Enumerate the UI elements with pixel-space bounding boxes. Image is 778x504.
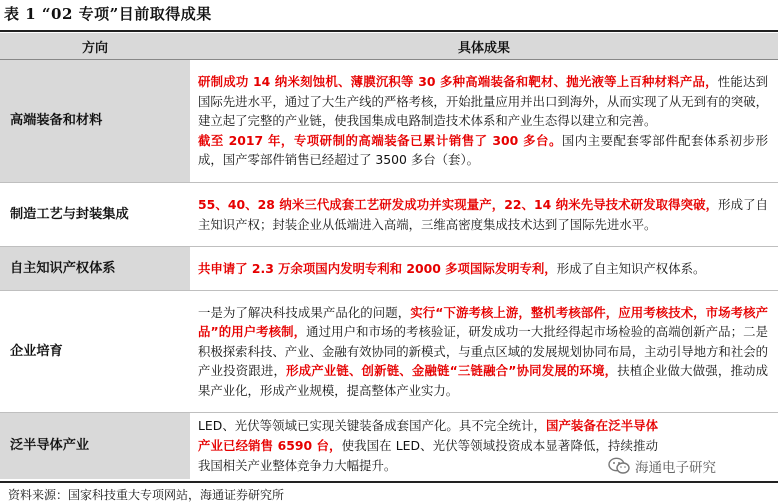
body-text: 扶植企业做大做强，推动成果产业化，形成产业规模，提高整体产业实力。 <box>198 363 769 398</box>
row-direction: 泛半导体产业 <box>0 413 190 479</box>
footer-rule <box>0 481 778 483</box>
body-text: 通过用户和市场的考核验证，研发成功一大批经得起市场检验的高端创新产品；二是积极探索科技、产业、金融有效协同的新模式，与重点区域的发展规划协同布局，主动引导地方和社会的产业投资跟进， <box>198 324 768 379</box>
body-text: 性能达到国际先进水平，通过了大生产线的严格考核，开始批量应用并出口到海外，从而实现了从无到有的突破，建立起了完整的产业链，使我国集成电路制造技术体系和产业生态得以建立和完善。 <box>198 74 768 129</box>
wechat-icon <box>608 457 630 475</box>
row-direction: 自主知识产权体系 <box>0 247 190 291</box>
achievements-table <box>0 33 778 479</box>
row-results <box>190 60 778 183</box>
highlight-text: 研制成功 14 纳米刻蚀机、薄膜沉积等 30 多种高端装备和靶材、抛光液等上百种材料产品， <box>198 74 718 90</box>
table-row <box>0 291 778 413</box>
body-text: 国内主要配套零部件配套体系初步形成，国产零部件销售已经超过了 3500 多台（套）。 <box>198 132 769 168</box>
table-row <box>0 60 778 183</box>
highlight-text: 形成产业链、创新链、金融链“三链融合”协同发展的环境， <box>286 363 618 379</box>
result-paragraph <box>198 131 768 170</box>
row-direction: 企业培育 <box>0 291 190 413</box>
row-results <box>190 247 778 291</box>
highlight-text: 共申请了 2.3 万余项国内发明专利和 2000 多项国际发明专利， <box>198 260 557 276</box>
row-results <box>190 183 778 247</box>
row-results <box>190 291 778 413</box>
source-note: 资料来源：国家科技重大专项网站，海通证券研究所 <box>8 488 285 502</box>
highlight-text: 55、40、28 纳米三代成套工艺研发成功并实现量产，22、14 纳米先导技术研发取得突破， <box>198 196 719 212</box>
header-direction: 方向 <box>0 33 190 60</box>
table-row <box>0 183 778 247</box>
title-rule <box>0 30 778 32</box>
watermark-text: 海通电子研究 <box>635 460 716 476</box>
table-row <box>0 247 778 291</box>
body-text: LED、光伏等领域已实现关键装备成套国产化。具不完全统计， <box>198 418 547 434</box>
header-results: 具体成果 <box>190 33 778 60</box>
body-text: 一是为了解决科技成果产品化的问题， <box>198 304 411 320</box>
table-header <box>0 33 778 60</box>
highlight-text: 实行“下游考核上游，整机考核部件，应用考核技术，市场考核产品”的用户考核制， <box>198 304 769 340</box>
row-direction: 高端装备和材料 <box>0 60 190 183</box>
result-paragraph <box>198 72 768 131</box>
body-text: 使我国在 LED、光伏等领域投资成本显著降低，持续推动我国相关产业整体竞争力大幅提升。 <box>198 437 658 473</box>
watermark <box>608 456 716 476</box>
body-text: 形成了自主知识产权；封装企业从低端进入高端，三维高密度集成技术达到了国际先进水平。 <box>198 196 769 232</box>
row-direction: 制造工艺与封装集成 <box>0 183 190 247</box>
highlight-text: 国产装备在泛半导体产业已经销售 6590 台， <box>198 418 658 453</box>
highlight-text: 截至 2017 年，专项研制的高端装备已累计销售了 300 多台。 <box>198 132 562 148</box>
body-text: 形成了自主知识产权体系。 <box>556 260 706 276</box>
table-title: 表 1 “02 专项”目前取得成果 <box>4 5 212 23</box>
